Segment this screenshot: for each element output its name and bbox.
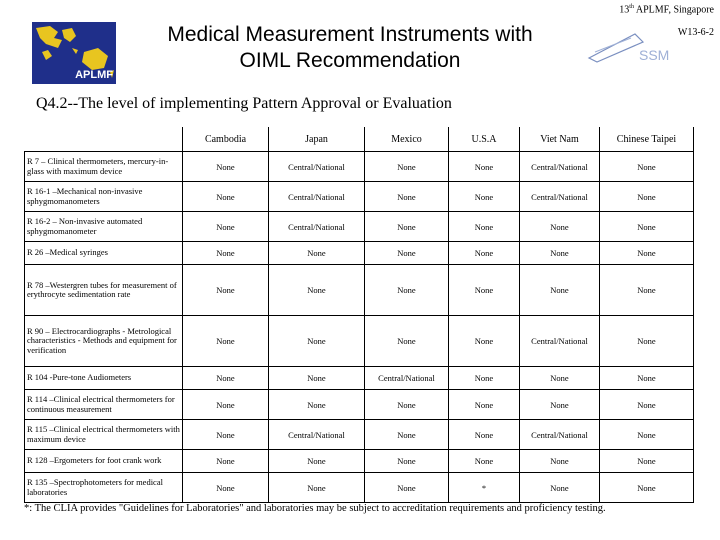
table-row bbox=[25, 367, 694, 390]
aplmf-logo bbox=[32, 22, 116, 84]
table-cell: None bbox=[600, 182, 694, 212]
table-cell: None bbox=[183, 242, 269, 265]
table-cell: None bbox=[365, 152, 449, 182]
table-cell: Central/National bbox=[365, 367, 449, 390]
table-cell: None bbox=[269, 242, 365, 265]
table-cell: None bbox=[449, 212, 520, 242]
table-cell: None bbox=[449, 152, 520, 182]
table-cell: None bbox=[600, 242, 694, 265]
table-cell: None bbox=[269, 265, 365, 316]
table-row bbox=[25, 182, 694, 212]
recommendation-cell: R 7 – Clinical thermometers, mercury-in-glass with maximum device bbox=[25, 152, 183, 182]
table-row bbox=[25, 420, 694, 450]
conference-suffix: APLMF, Singapore bbox=[633, 4, 714, 16]
table-cell: None bbox=[365, 182, 449, 212]
table-cell: None bbox=[269, 316, 365, 367]
table-cell: None bbox=[600, 212, 694, 242]
table-cell: None bbox=[449, 265, 520, 316]
title-line-1: Medical Measurement Instruments with bbox=[167, 23, 533, 46]
table-cell: None bbox=[520, 212, 600, 242]
recommendation-cell: R 26 –Medical syringes bbox=[25, 242, 183, 265]
recommendation-cell: R 16-2 – Non-invasive automated sphygmomanometer bbox=[25, 212, 183, 242]
table-cell: None bbox=[520, 473, 600, 503]
table-row bbox=[25, 450, 694, 473]
table-cell: None bbox=[183, 265, 269, 316]
implementation-table bbox=[24, 127, 694, 503]
page-title bbox=[130, 22, 570, 74]
title-line-2: OIML Recommendation bbox=[239, 49, 461, 72]
recommendation-cell: R 90 – Electrocardiographs - Metrological characteristics - Methods and equipment for verification bbox=[25, 316, 183, 367]
table-cell: None bbox=[183, 450, 269, 473]
table-row bbox=[25, 473, 694, 503]
table-cell: Central/National bbox=[269, 212, 365, 242]
table-cell: None bbox=[183, 212, 269, 242]
conference-sup: th bbox=[629, 4, 634, 10]
table-cell: None bbox=[449, 316, 520, 367]
table-cell: None bbox=[365, 473, 449, 503]
column-header: Viet Nam bbox=[520, 127, 600, 152]
table-cell: None bbox=[269, 367, 365, 390]
aplmf-logo-text: APLMF bbox=[75, 69, 113, 81]
table-cell: Central/National bbox=[269, 152, 365, 182]
recommendation-cell: R 135 –Spectrophotometers for medical laboratories bbox=[25, 473, 183, 503]
table-cell: None bbox=[183, 390, 269, 420]
table-cell: None bbox=[183, 420, 269, 450]
ssm-logo bbox=[585, 28, 675, 70]
table-row bbox=[25, 390, 694, 420]
table-cell: None bbox=[365, 212, 449, 242]
section-subtitle: Q4.2--The level of implementing Pattern Approval or Evaluation bbox=[36, 95, 452, 112]
table-cell: None bbox=[365, 420, 449, 450]
header-corner bbox=[25, 127, 183, 152]
table-row bbox=[25, 212, 694, 242]
column-header: U.S.A bbox=[449, 127, 520, 152]
table-row bbox=[25, 242, 694, 265]
table-cell: Central/National bbox=[269, 182, 365, 212]
recommendation-cell: R 128 –Ergometers for foot crank work bbox=[25, 450, 183, 473]
column-header: Japan bbox=[269, 127, 365, 152]
table-cell: None bbox=[183, 367, 269, 390]
table-cell: None bbox=[600, 265, 694, 316]
table-cell: None bbox=[183, 182, 269, 212]
table-cell: None bbox=[600, 420, 694, 450]
table-cell: None bbox=[365, 242, 449, 265]
table-cell: None bbox=[183, 473, 269, 503]
table-cell: None bbox=[600, 390, 694, 420]
table-cell: None bbox=[600, 450, 694, 473]
table-row bbox=[25, 265, 694, 316]
table-cell: None bbox=[449, 420, 520, 450]
table-cell: None bbox=[183, 152, 269, 182]
recommendation-cell: R 114 –Clinical electrical thermometers for continuous measurement bbox=[25, 390, 183, 420]
table-cell: None bbox=[520, 390, 600, 420]
table-cell: None bbox=[269, 450, 365, 473]
table-cell: None bbox=[449, 450, 520, 473]
footnote: *: The CLIA provides "Guidelines for Laboratories" and laboratories may be subject to accreditation requirements and proficiency testing. bbox=[24, 503, 606, 514]
table-cell: None bbox=[365, 265, 449, 316]
table-cell: None bbox=[449, 182, 520, 212]
table-row bbox=[25, 316, 694, 367]
table-cell: None bbox=[600, 367, 694, 390]
table-cell: None bbox=[520, 265, 600, 316]
recommendation-cell: R 78 –Westergren tubes for measurement of erythrocyte sedimentation rate bbox=[25, 265, 183, 316]
table-cell: Central/National bbox=[269, 420, 365, 450]
table-cell: None bbox=[269, 390, 365, 420]
recommendation-cell: R 104 -Pure-tone Audiometers bbox=[25, 367, 183, 390]
column-header: Chinese Taipei bbox=[600, 127, 694, 152]
recommendation-cell: R 115 –Clinical electrical thermometers with maximum device bbox=[25, 420, 183, 450]
table-cell: None bbox=[520, 450, 600, 473]
table-cell: None bbox=[600, 316, 694, 367]
table-cell: Central/National bbox=[520, 316, 600, 367]
table-cell: None bbox=[520, 242, 600, 265]
table-cell: None bbox=[600, 473, 694, 503]
table-cell: Central/National bbox=[520, 152, 600, 182]
ssm-emblem-icon bbox=[585, 28, 675, 70]
table-cell: None bbox=[365, 390, 449, 420]
table-cell: None bbox=[449, 367, 520, 390]
table-cell: None bbox=[449, 242, 520, 265]
table-cell: None bbox=[520, 367, 600, 390]
ssm-logo-text: SSM bbox=[639, 47, 670, 63]
conference-label bbox=[619, 4, 714, 15]
table-header-row bbox=[25, 127, 694, 152]
column-header: Cambodia bbox=[183, 127, 269, 152]
table-cell: Central/National bbox=[520, 420, 600, 450]
conference-prefix: 13 bbox=[619, 4, 630, 16]
doc-code: W13-6-2 bbox=[677, 27, 714, 38]
table-cell: None bbox=[365, 450, 449, 473]
table-cell: None bbox=[449, 390, 520, 420]
table-cell: None bbox=[365, 316, 449, 367]
recommendation-cell: R 16-1 –Mechanical non-invasive sphygmomanometers bbox=[25, 182, 183, 212]
table-cell: None bbox=[600, 152, 694, 182]
table-cell: * bbox=[449, 473, 520, 503]
table-cell: None bbox=[269, 473, 365, 503]
table-cell: Central/National bbox=[520, 182, 600, 212]
table-cell: None bbox=[183, 316, 269, 367]
table-row bbox=[25, 152, 694, 182]
column-header: Mexico bbox=[365, 127, 449, 152]
